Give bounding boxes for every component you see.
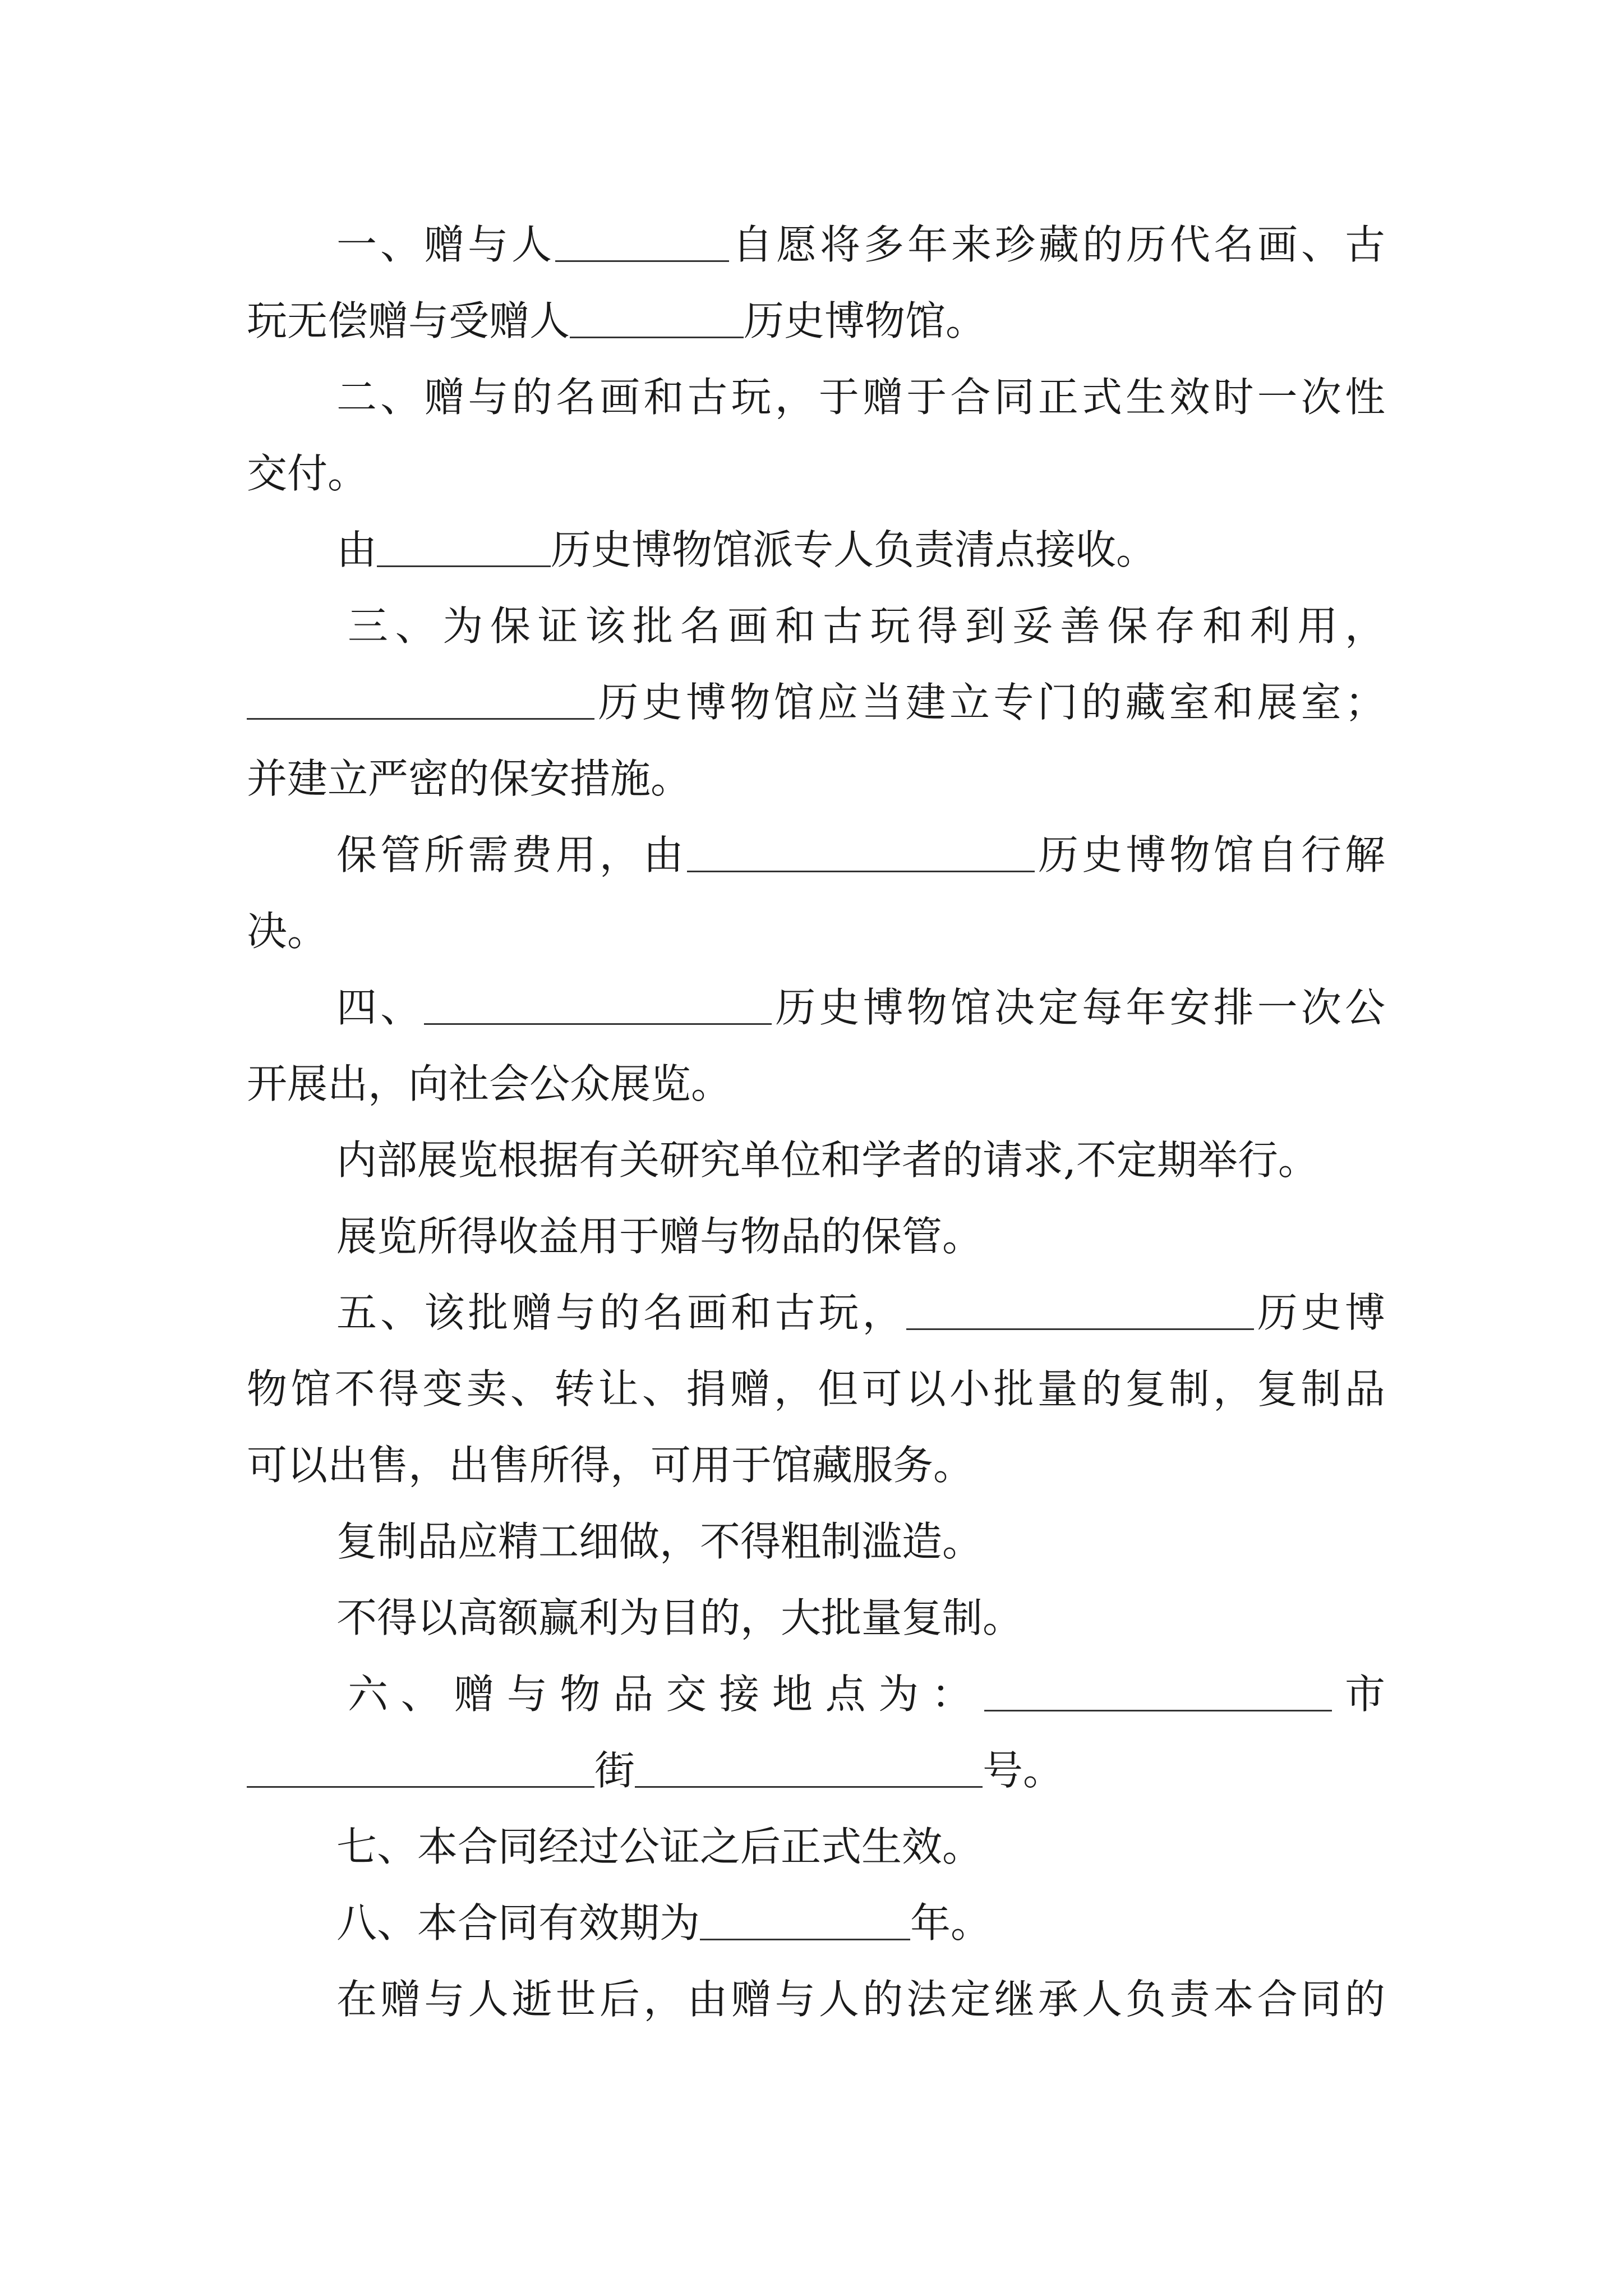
clause-text: 五、该批赠与的名画和古玩， xyxy=(336,1289,906,1336)
clause-3-line-2 xyxy=(247,671,1385,734)
clause-text: 物馆不得变卖、转让、捐赠，但可以小批量的复制，复制品 xyxy=(247,1365,1385,1412)
clause-3-line-4 xyxy=(336,823,1385,886)
clause-5-line-3 xyxy=(247,1434,1385,1497)
blank-museum-name xyxy=(424,988,772,1025)
clause-4-line-3 xyxy=(336,1129,1385,1191)
clause-text: 八、本合同有效期为 xyxy=(336,1899,700,1947)
clause-text: 年。 xyxy=(910,1899,992,1947)
blank-recipient-name xyxy=(570,302,744,338)
clause-5-line-1 xyxy=(336,1281,1385,1344)
clause-8-line-2 xyxy=(336,1968,1385,2031)
clause-text: 在赠与人逝世后，由赠与人的法定继承人负责本合同的 xyxy=(336,1976,1385,2023)
clause-3-line-3 xyxy=(247,747,1385,810)
clause-1-line-1 xyxy=(336,213,1385,276)
clause-text: 内部展览根据有关研究单位和学者的请求,不定期举行。 xyxy=(336,1137,1318,1184)
clause-text: 决。 xyxy=(247,908,328,955)
clause-text: 交付。 xyxy=(247,450,368,497)
clause-4-line-2 xyxy=(247,1052,1385,1115)
clause-text: 玩无偿赠与受赠人 xyxy=(247,297,570,344)
clause-text: 一、赠与人 xyxy=(336,221,555,268)
blank-museum-name xyxy=(377,531,551,567)
clause-1-line-2 xyxy=(247,289,1385,352)
clause-text: 可以出售，出售所得，可用于馆藏服务。 xyxy=(247,1442,974,1489)
clause-text: 四、 xyxy=(336,984,425,1031)
clause-text: 二、赠与的名画和古玩，于赠于合同正式生效时一次性 xyxy=(336,374,1385,421)
blank-museum-name xyxy=(687,836,1035,872)
clause-text: 历史博物馆。 xyxy=(744,297,986,344)
clause-text: 并建立严密的保安措施。 xyxy=(247,755,691,802)
clause-5-line-4 xyxy=(336,1510,1385,1573)
clause-text: 历史博物馆应当建立专门的藏室和展室； xyxy=(594,679,1385,726)
clause-6-line-1 xyxy=(348,1663,1385,1726)
clause-3-line-1 xyxy=(348,595,1385,657)
clause-2-line-3 xyxy=(336,518,1385,581)
clause-2-line-1 xyxy=(336,366,1385,429)
clause-text: 六、赠与物品交接地点为： xyxy=(348,1671,985,1718)
clause-text: 历史博物馆决定每年安排一次公 xyxy=(772,984,1385,1031)
clause-text: 不得以高额赢利为目的，大批量复制。 xyxy=(336,1594,1023,1641)
clause-text: 自愿将多年来珍藏的历代名画、古 xyxy=(729,221,1385,268)
clause-text: 历史博 xyxy=(1253,1289,1385,1336)
clause-5-line-5 xyxy=(336,1586,1385,1649)
clause-text: 市 xyxy=(1332,1671,1385,1718)
blank-museum-name xyxy=(906,1294,1254,1330)
blank-donor-name xyxy=(555,226,729,262)
clause-text: 展览所得收益用于赠与物品的保管。 xyxy=(336,1213,983,1260)
clause-text: 保管所需费用，由 xyxy=(336,831,687,878)
clause-text: 七、本合同经过公证之后正式生效。 xyxy=(336,1823,983,1870)
clause-8-line-1 xyxy=(336,1892,1385,1954)
blank-number xyxy=(635,1751,983,1788)
blank-years xyxy=(700,1904,910,1940)
clause-text: 开展出，向社会公众展览。 xyxy=(247,1060,732,1107)
blank-street xyxy=(247,1751,594,1788)
clause-text: 由 xyxy=(336,526,377,573)
blank-city xyxy=(984,1675,1332,1711)
clause-7 xyxy=(336,1815,1385,1878)
clause-6-line-2 xyxy=(247,1739,1385,1802)
clause-3-line-5 xyxy=(247,900,1385,963)
clause-text: 复制品应精工细做，不得粗制滥造。 xyxy=(336,1518,983,1565)
blank-museum-name xyxy=(247,683,594,720)
clause-5-line-2 xyxy=(247,1358,1385,1420)
clause-4-line-1 xyxy=(336,976,1385,1039)
clause-text: 三、为保证该批名画和古玩得到妥善保存和利用， xyxy=(348,602,1385,650)
clause-4-line-4 xyxy=(336,1205,1385,1268)
clause-text: 历史博物馆自行解 xyxy=(1035,831,1385,878)
clause-2-line-2 xyxy=(247,442,1385,505)
clause-text: 历史博物馆派专人负责清点接收。 xyxy=(551,526,1157,573)
clause-text: 号。 xyxy=(983,1747,1064,1794)
clause-text: 街 xyxy=(594,1747,635,1794)
